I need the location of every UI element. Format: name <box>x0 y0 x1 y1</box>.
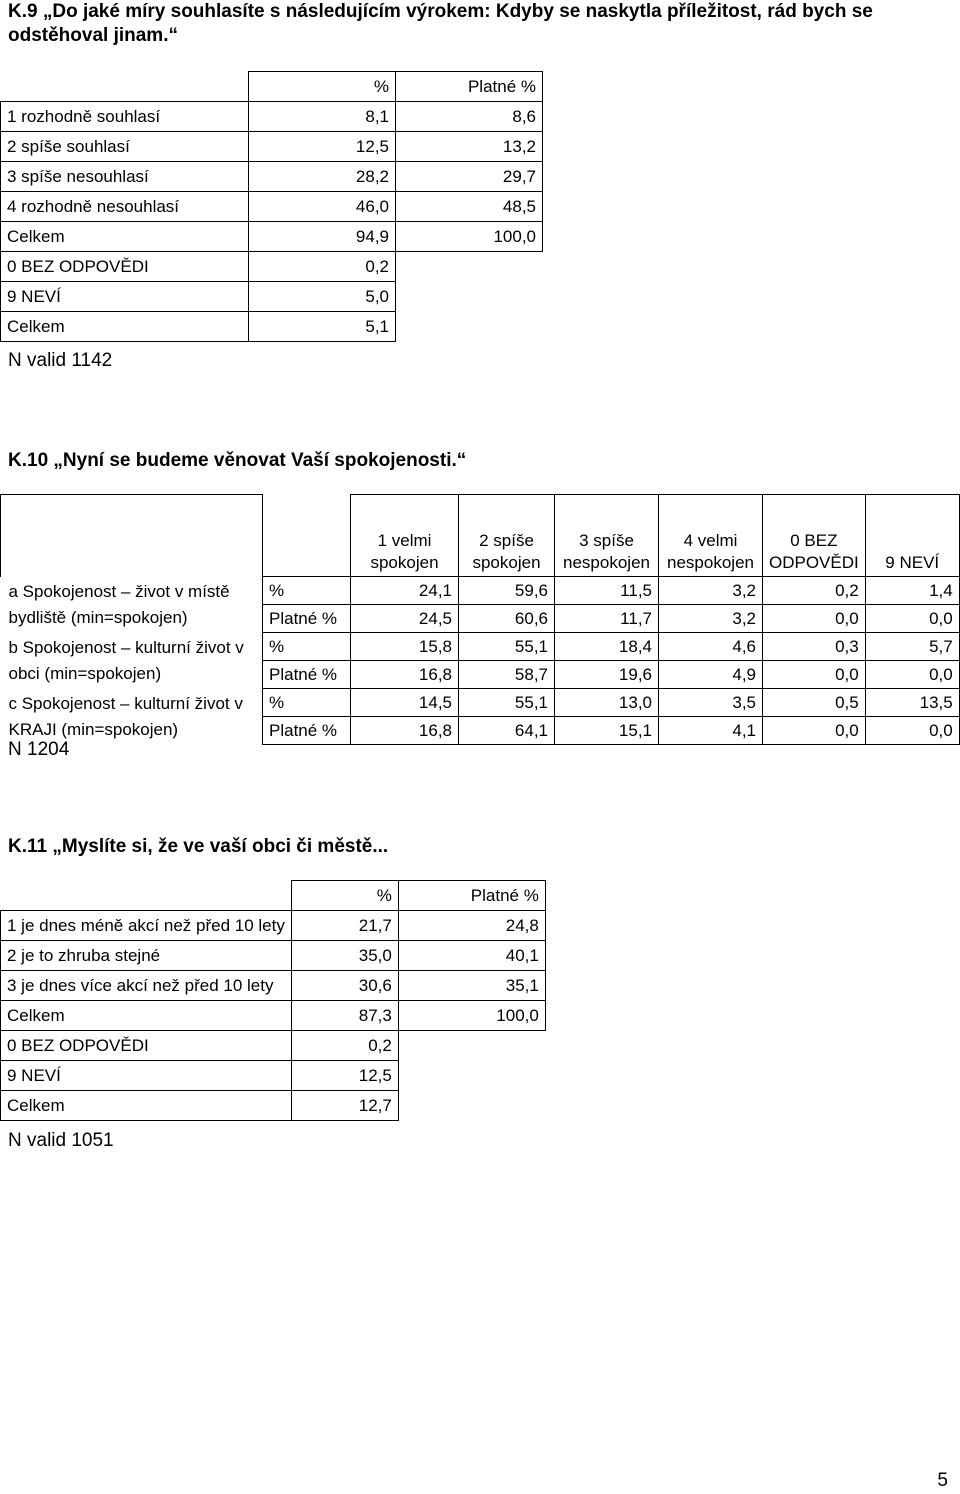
header-valid-pct: Platné % <box>398 881 545 911</box>
row-label: 0 BEZ ODPOVĚDI <box>1 252 249 282</box>
cell: 0,5 <box>763 689 866 717</box>
table-row <box>1 102 543 132</box>
cell: 16,8 <box>351 717 459 745</box>
row-pct: 5,1 <box>249 312 396 342</box>
row-pct: 87,3 <box>291 1001 398 1031</box>
row-valid: 40,1 <box>398 941 545 971</box>
cell: 58,7 <box>459 661 555 689</box>
table-row <box>1 633 960 661</box>
row-pct: 0,2 <box>249 252 396 282</box>
table-row <box>1 1061 546 1091</box>
header-col-3: 3 spíše nespokojen <box>555 495 659 577</box>
row-label: 1 je dnes méně akcí než před 10 lety <box>1 911 292 941</box>
row-label: 9 NEVÍ <box>1 1061 292 1091</box>
row-valid: 100,0 <box>396 222 543 252</box>
header-col-2: 2 spíše spokojen <box>459 495 555 577</box>
row-type: % <box>263 633 351 661</box>
k11-n-valid: N valid 1051 <box>8 1130 114 1151</box>
cell: 18,4 <box>555 633 659 661</box>
cell: 60,6 <box>459 605 555 633</box>
table-row <box>1 689 960 717</box>
table-header-row <box>1 72 543 102</box>
k11-table <box>0 880 546 1121</box>
row-pct: 28,2 <box>249 162 396 192</box>
cell: 55,1 <box>459 689 555 717</box>
row-type: Platné % <box>263 661 351 689</box>
cell: 0,0 <box>763 717 866 745</box>
cell: 3,5 <box>659 689 763 717</box>
table-row <box>1 312 543 342</box>
table-header-row <box>1 495 960 577</box>
cell: 0,0 <box>865 605 959 633</box>
row-pct: 94,9 <box>249 222 396 252</box>
row-pct: 0,2 <box>291 1031 398 1061</box>
row-label: 2 spíše souhlasí <box>1 132 249 162</box>
section-k9-title: K.9 „Do jaké míry souhlasíte s následujícím výrokem: Kdyby se naskytla příležitost, rád bych se odstěhoval jinam.“ <box>8 1 873 46</box>
table-row <box>1 282 543 312</box>
cell: 14,5 <box>351 689 459 717</box>
row-pct: 12,5 <box>291 1061 398 1091</box>
header-col-5: 0 BEZ ODPOVĚDI <box>763 495 866 577</box>
row-pct: 12,7 <box>291 1091 398 1121</box>
row-label: Celkem <box>1 312 249 342</box>
cell: 13,5 <box>865 689 959 717</box>
row-pct: 35,0 <box>291 941 398 971</box>
section-k11-title: K.11 „Myslíte si, že ve vaší obci či městě... <box>8 836 389 857</box>
cell: 11,5 <box>555 577 659 605</box>
k9-table <box>0 71 543 342</box>
k10-table <box>0 494 960 745</box>
table-row <box>1 911 546 941</box>
cell: 19,6 <box>555 661 659 689</box>
cell: 24,1 <box>351 577 459 605</box>
cell: 15,8 <box>351 633 459 661</box>
row-label: Celkem <box>1 1001 292 1031</box>
cell: 4,1 <box>659 717 763 745</box>
row-label: 4 rozhodně nesouhlasí <box>1 192 249 222</box>
row-type: Platné % <box>263 717 351 745</box>
row-valid: 24,8 <box>398 911 545 941</box>
page-number: 5 <box>937 1470 948 1491</box>
cell: 3,2 <box>659 577 763 605</box>
row-label: 3 spíše nesouhlasí <box>1 162 249 192</box>
row-label: 0 BEZ ODPOVĚDI <box>1 1031 292 1061</box>
table-row <box>1 941 546 971</box>
group-label: a Spokojenost – život v místě bydliště (min=spokojen) <box>8 581 230 627</box>
row-label: 1 rozhodně souhlasí <box>1 102 249 132</box>
k9-n-valid: N valid 1142 <box>8 350 113 371</box>
row-valid: 100,0 <box>398 1001 545 1031</box>
table-row <box>1 971 546 1001</box>
cell: 0,0 <box>763 661 866 689</box>
row-pct: 8,1 <box>249 102 396 132</box>
cell: 4,6 <box>659 633 763 661</box>
cell: 0,0 <box>865 661 959 689</box>
header-pct: % <box>249 72 396 102</box>
k10-n: N 1204 <box>8 739 70 760</box>
cell: 15,1 <box>555 717 659 745</box>
row-valid: 35,1 <box>398 971 545 1001</box>
table-row <box>1 1001 546 1031</box>
header-col-4: 4 velmi nespokojen <box>659 495 763 577</box>
cell: 24,5 <box>351 605 459 633</box>
table-row <box>1 1031 546 1061</box>
row-pct: 12,5 <box>249 132 396 162</box>
row-valid: 8,6 <box>396 102 543 132</box>
cell: 4,9 <box>659 661 763 689</box>
header-valid-pct: Platné % <box>396 72 543 102</box>
cell: 0,2 <box>763 577 866 605</box>
table-row <box>1 252 543 282</box>
cell: 1,4 <box>865 577 959 605</box>
table-row <box>1 1091 546 1121</box>
section-k10-title: K.10 „Nyní se budeme věnovat Vaší spokojenosti.“ <box>8 450 467 471</box>
header-col-1: 1 velmi spokojen <box>351 495 459 577</box>
row-pct: 30,6 <box>291 971 398 1001</box>
group-label: b Spokojenost – kulturní život v obci (min=spokojen) <box>8 637 244 683</box>
header-col-6: 9 NEVÍ <box>865 495 959 577</box>
table-row <box>1 192 543 222</box>
row-pct: 21,7 <box>291 911 398 941</box>
header-pct: % <box>291 881 398 911</box>
cell: 13,0 <box>555 689 659 717</box>
row-label: Celkem <box>1 1091 292 1121</box>
table-row <box>1 162 543 192</box>
row-valid: 48,5 <box>396 192 543 222</box>
table-row <box>1 222 543 252</box>
row-label: 3 je dnes více akcí než před 10 lety <box>1 971 292 1001</box>
cell: 3,2 <box>659 605 763 633</box>
cell: 16,8 <box>351 661 459 689</box>
row-label: Celkem <box>1 222 249 252</box>
table-header-row <box>1 881 546 911</box>
row-label: 9 NEVÍ <box>1 282 249 312</box>
cell: 59,6 <box>459 577 555 605</box>
cell: 0,0 <box>763 605 866 633</box>
group-label: c Spokojenost – kulturní život v KRAJI (min=spokojen) <box>8 693 243 739</box>
row-valid: 13,2 <box>396 132 543 162</box>
table-row <box>1 132 543 162</box>
cell: 55,1 <box>459 633 555 661</box>
table-row <box>1 577 960 605</box>
row-pct: 5,0 <box>249 282 396 312</box>
cell: 64,1 <box>459 717 555 745</box>
cell: 11,7 <box>555 605 659 633</box>
cell: 5,7 <box>865 633 959 661</box>
row-type: % <box>263 689 351 717</box>
row-pct: 46,0 <box>249 192 396 222</box>
cell: 0,0 <box>865 717 959 745</box>
row-valid: 29,7 <box>396 162 543 192</box>
row-label: 2 je to zhruba stejné <box>1 941 292 971</box>
row-type: Platné % <box>263 605 351 633</box>
cell: 0,3 <box>763 633 866 661</box>
row-type: % <box>263 577 351 605</box>
